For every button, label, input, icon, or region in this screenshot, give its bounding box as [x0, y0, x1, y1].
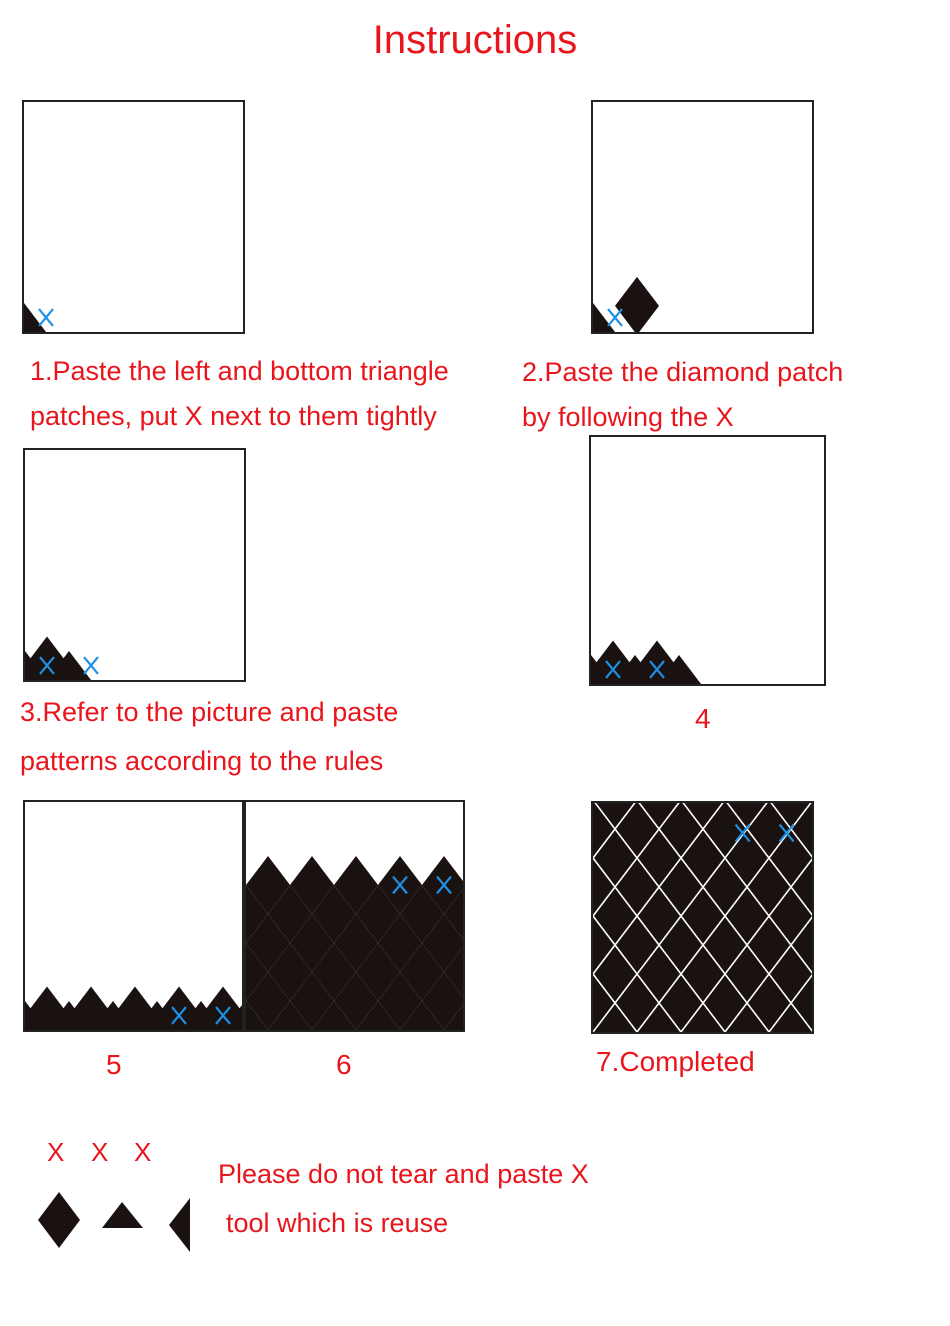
- step-6-panel: [244, 800, 465, 1032]
- seam-line: [901, 801, 950, 1032]
- diamond-patch: [510, 856, 554, 914]
- step-4-panel: [589, 435, 826, 686]
- step-7-panel: [591, 801, 814, 1034]
- filled-patch-area: [593, 803, 812, 1032]
- seam-line: [0, 801, 20, 1032]
- tool-x-mark: X: [134, 1137, 152, 1167]
- seam-line: [945, 801, 950, 1032]
- step-5-panel: [23, 800, 244, 1032]
- seam-line: [902, 801, 950, 1032]
- step-4-caption: 4: [695, 703, 711, 734]
- seam-line: [814, 801, 950, 1032]
- diamond-patch: [510, 914, 554, 972]
- diamond-icon: [36, 1190, 82, 1250]
- seam-line: [946, 801, 950, 1032]
- step-3-caption-line-1: 3.Refer to the picture and paste: [20, 697, 399, 727]
- step-1-panel: [22, 100, 245, 334]
- tool-x-mark: X: [47, 1137, 65, 1167]
- tools-note-line-1: Please do not tear and paste X: [218, 1159, 589, 1189]
- diamond-patch: [488, 1001, 532, 1059]
- diamond-patch: [466, 856, 510, 914]
- step-5-caption: 5: [106, 1049, 122, 1080]
- step-4-frame: [590, 436, 825, 685]
- step-2-caption-line-2: by following the X: [522, 402, 734, 432]
- step-3-frame: [24, 449, 245, 681]
- tool-x-mark: X: [91, 1137, 109, 1167]
- diamond-patch: [466, 914, 510, 972]
- triangle-icon: [100, 1200, 146, 1230]
- seam-line: [0, 801, 21, 1032]
- seam-line: [857, 801, 950, 1032]
- step-6-caption: 6: [336, 1049, 352, 1080]
- seam-line: [858, 801, 950, 1032]
- diamond-patch: [488, 943, 532, 1001]
- seam-line: [813, 801, 950, 1032]
- left-triangle-icon: [166, 1196, 194, 1254]
- diamond-patch: [466, 972, 510, 1030]
- page-title: Instructions: [372, 18, 578, 62]
- diamond-patch: [510, 972, 554, 1030]
- step-1-caption-line-2: patches, put X next to them tightly: [30, 401, 437, 431]
- diamond-patch: [488, 885, 532, 943]
- step-2-panel: [591, 100, 814, 334]
- tools-note-line-2: tool which is reuse: [226, 1208, 449, 1238]
- step-1-frame: [23, 101, 244, 333]
- step-2-caption-line-1: 2.Paste the diamond patch: [522, 357, 844, 387]
- step-1-caption-line-1: 1.Paste the left and bottom triangle: [30, 356, 449, 386]
- step-3-panel: [23, 448, 246, 682]
- step-7-caption: 7.Completed: [596, 1046, 755, 1077]
- step-3-caption-line-2: patterns according to the rules: [20, 746, 384, 776]
